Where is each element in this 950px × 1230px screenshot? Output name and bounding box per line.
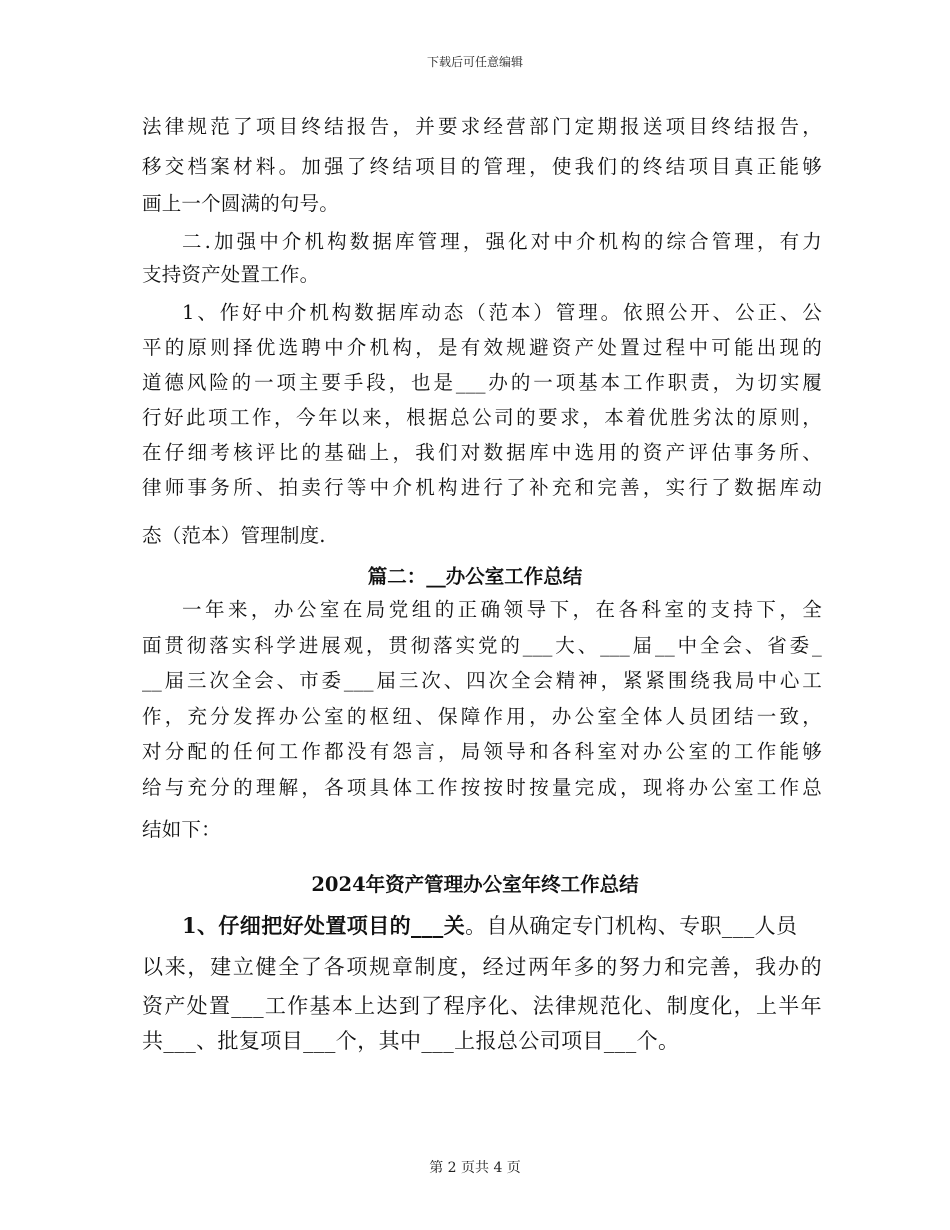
text-line: 态（范本）管理制度.: [142, 524, 326, 547]
text-line: 结如下：: [142, 818, 221, 841]
text-line: 资产处置___工作基本上达到了程序化、法律规范化、制度化，上半年: [142, 994, 822, 1018]
text-line: 1、作好中介机构数据库动态（范本）管理。依照公开、公正、公: [182, 301, 822, 324]
text-line: 移交档案材料。加强了终结项目的管理，使我们的终结项目真正能够: [142, 155, 822, 178]
text-line: 以来，建立健全了各项规章制度，经过两年多的努力和完善，我办的: [142, 955, 822, 979]
text-line: 在仔细考核评比的基础上，我们对数据库中选用的资产评估事务所、: [142, 441, 822, 464]
text-line: 共___、批复项目___个，其中___上报总公司项目___个。: [142, 1029, 680, 1053]
text-line: 作，充分发挥办公室的枢纽、保障作用，办公室全体人员团结一致，: [142, 705, 822, 728]
text-line: 律师事务所、拍卖行等中介机构进行了补充和完善，实行了数据库动: [142, 476, 822, 499]
text-line: 行好此项工作，今年以来，根据总公司的要求，本着优胜劣汰的原则，: [142, 406, 822, 429]
bold-lead-text: 1、仔细把好处置项目的___关: [182, 913, 466, 938]
text-line: 画上一个圆满的句号。: [142, 192, 340, 215]
text-line: 给与充分的理解，各项具体工作按按时按量完成，现将办公室工作总: [142, 776, 822, 799]
text-line: 二.加强中介机构数据库管理，强化对中介机构的综合管理，有力: [182, 230, 822, 253]
section-title: 篇二：__办公室工作总结: [367, 565, 583, 588]
page-footer: 第 2 页共 4 页: [429, 1160, 521, 1176]
text-line: 平的原则择优选聘中介机构，是有效规避资产处置过程中可能出现的: [142, 336, 822, 359]
text-run: 。自从确定专门机构、专职___人员: [465, 914, 798, 938]
page-header: 下载后可任意编辑: [426, 55, 523, 69]
text-line: 对分配的任何工作都没有怨言，局领导和各科室对办公室的工作能够: [142, 740, 822, 763]
text-line: [182, 914, 822, 938]
text-line: 支持资产处置工作。: [142, 263, 320, 286]
section-title: 2024年资产管理办公室年终工作总结: [311, 873, 639, 896]
text-line: 面贯彻落实科学进展观，贯彻落实党的___大、___届__中全会、省委_: [142, 634, 822, 657]
text-line: 道德风险的一项主要手段，也是___办的一项基本工作职责，为切实履: [142, 371, 822, 394]
text-line: __届三次全会、市委___届三次、四次全会精神，紧紧围绕我局中心工: [142, 669, 822, 692]
text-line: 法律规范了项目终结报告，并要求经营部门定期报送项目终结报告，: [142, 115, 822, 138]
text-line: 一年来，办公室在局党组的正确领导下，在各科室的支持下，全: [182, 598, 822, 621]
